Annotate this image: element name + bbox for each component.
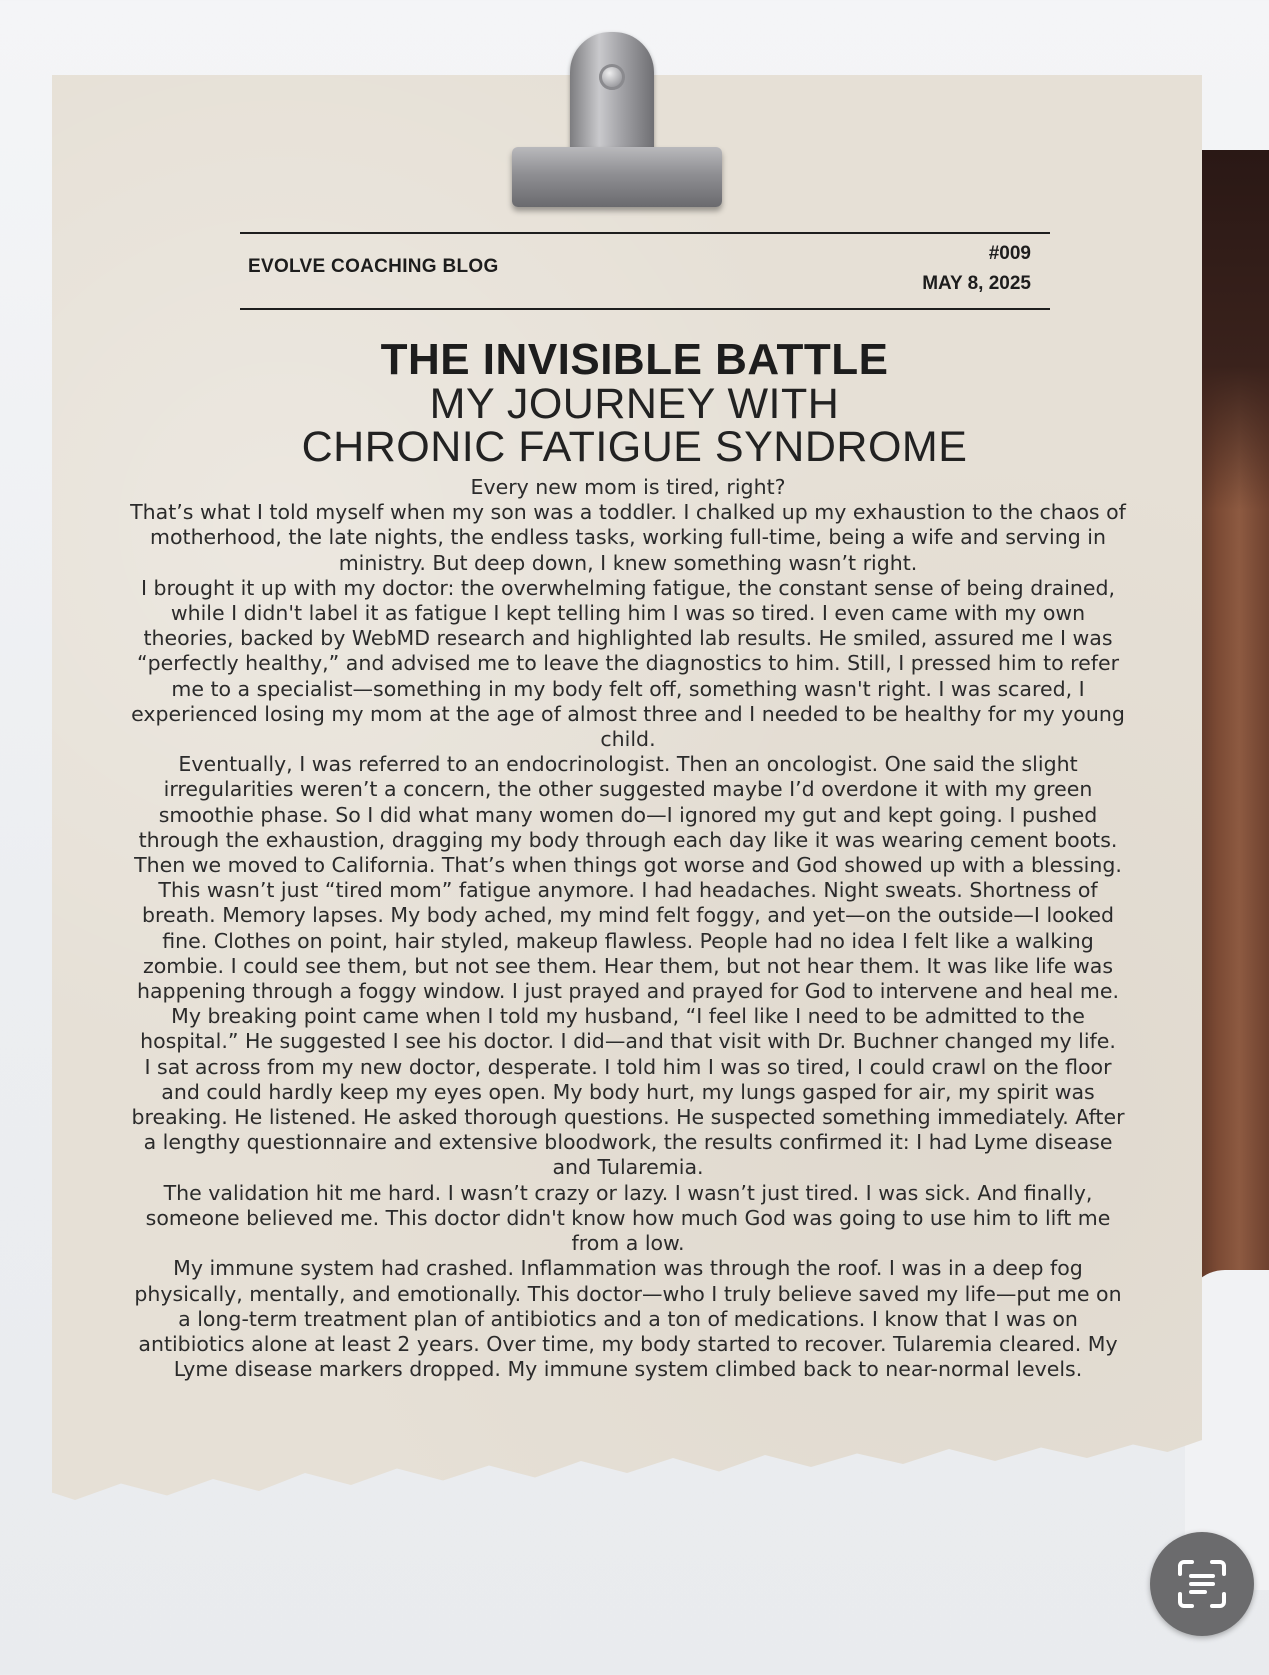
paragraph: Every new mom is tired, right? — [470, 475, 786, 499]
paragraph: I sat across from my new doctor, desperate. I told him I was so tired, I could crawl on the floor and could hardly keep my eyes open. My body hurt, my lungs gasped for air, my spirit was breaking. He listened. He asked thorough questions. He suspected something immediately. After a lengthy questionnaire and extensive bloodwork, the results confirmed it: I had Lyme disease and Tularemia. — [131, 1054, 1125, 1180]
paragraph: This wasn’t just “tired mom” fatigue anymore. I had headaches. Night sweats. Shortness of breath. Memory lapses. My body ached, my mind felt foggy, and yet—on the outside—I looked fine. Clothes on point, hair styled, makeup flawless. People had no idea I felt like a walking zombie. I could see them, but not see them. Hear them, but not hear them. It was like life was happening through a foggy window. I just prayed and prayed for God to intervene and heal me. — [137, 878, 1119, 1004]
header-rule-top — [240, 232, 1050, 234]
paragraph: Then we moved to California. That’s when things got worse and God showed up with a blessing. — [134, 853, 1122, 878]
paragraph: My breaking point came when I told my husband, “I feel like I need to be admitted to the hospital.” He suggested I see his doctor. I did—and that visit with Dr. Buchner changed my life. — [140, 1004, 1116, 1054]
post-subtitle-line2: CHRONIC FATIGUE SYNDROME — [301, 423, 968, 471]
post-subtitle-line1: MY JOURNEY WITH — [429, 380, 840, 428]
binder-clip-icon — [512, 32, 722, 212]
issue-number: #009 — [988, 243, 1031, 264]
header-rule-bottom — [240, 308, 1050, 310]
paragraph: That’s what I told myself when my son was a toddler. I chalked up my exhaustion to the chaos of motherhood, the late nights, the endless tasks, working full-time, being a wife and serving in ministry. But deep down, I knew something wasn’t right. — [130, 500, 1126, 575]
paragraph: My immune system had crashed. Inflammation was through the roof. I was in a deep fog physically, mentally, and emotionally. This doctor—who I truly believe saved my life—put me on a long-term treatment plan of antibiotics and a ton of medications. I know that I was on antibiotics alone at least 2 years. Over time, my body started to recover. Tularemia cleared. My Lyme disease markers dropped. My immune system climbed back to near-normal levels. — [134, 1256, 1122, 1382]
blog-name: EVOLVE COACHING BLOG — [248, 256, 499, 277]
post-title: THE INVISIBLE BATTLE — [380, 335, 889, 384]
text-scan-button[interactable] — [1150, 1532, 1254, 1636]
text-scan-icon — [1176, 1558, 1228, 1610]
paragraph: The validation hit me hard. I wasn’t crazy or lazy. I wasn’t just tired. I was sick. And finally, someone believed me. This doctor didn't know how much God was going to use him to lift me from a low. — [145, 1180, 1111, 1256]
post-date: MAY 8, 2025 — [922, 273, 1031, 294]
post-body — [128, 475, 1128, 1382]
paragraph: I brought it up with my doctor: the overwhelming fatigue, the constant sense of being drained, while I didn't label it as fatigue I kept telling him I was so tired. I even came with my own theories, backed by WebMD research and highlighted lab results. He smiled, assured me I was “perfectly healthy,” and advised me to leave the diagnostics to him. Still, I pressed him to refer me to a specialist—something in my body felt off, something wasn't right. I was scared, I experienced losing my mom at the age of almost three and I needed to be healthy for my young child. — [131, 575, 1125, 752]
paragraph: Eventually, I was referred to an endocrinologist. Then an oncologist. One said the slight irregularities weren’t a concern, the other suggested maybe I’d overdone it with my green smoothie phase. So I did what many women do—I ignored my gut and kept going. I pushed through the exhaustion, dragging my body through each day like it was wearing cement boots. — [138, 752, 1118, 852]
